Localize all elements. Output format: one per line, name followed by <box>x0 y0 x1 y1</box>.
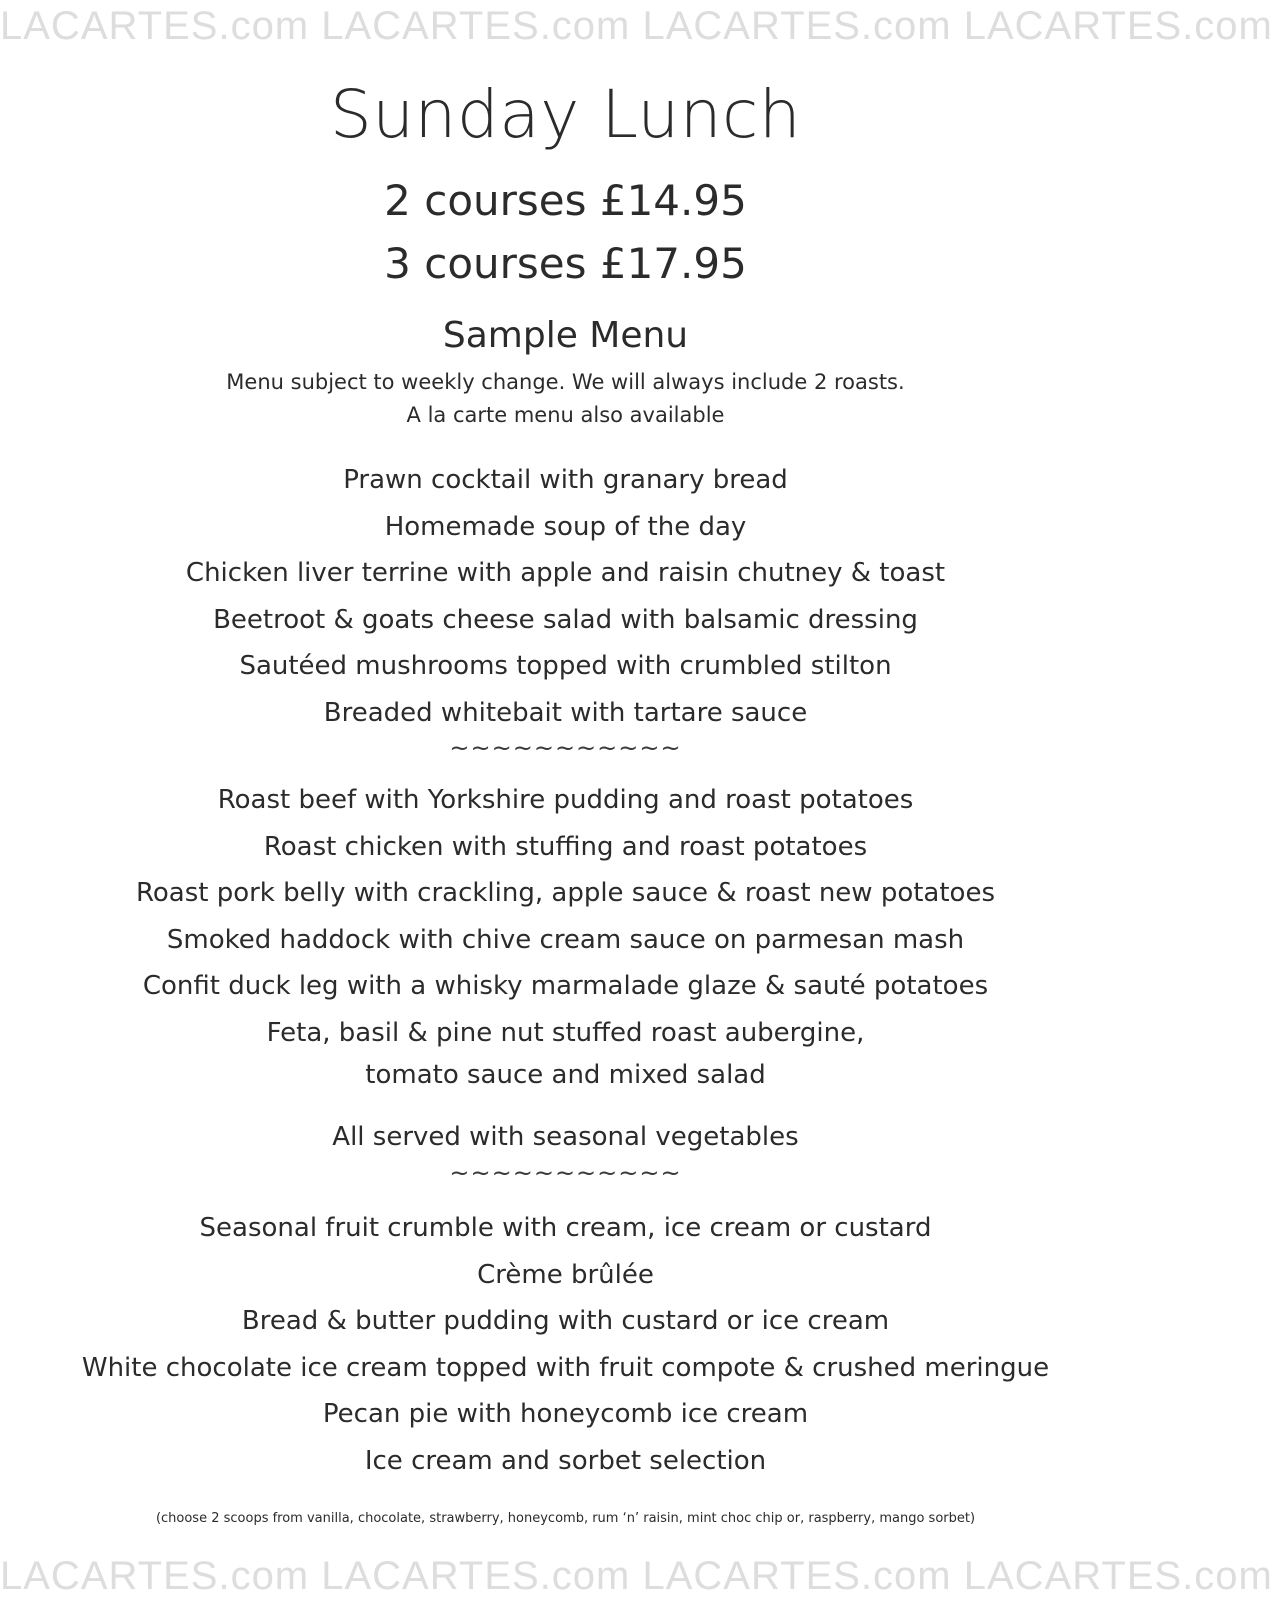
watermark-top: LACARTES.com LACARTES.com LACARTES.com LACARTES.com <box>0 4 1273 48</box>
main-item: tomato sauce and mixed salad <box>365 1060 766 1090</box>
menu-note-weekly: Menu subject to weekly change. We will always include 2 roasts. <box>226 370 905 394</box>
main-item: Smoked haddock with chive cream sauce on parmesan mash <box>166 924 965 955</box>
watermark-bottom: LACARTES.com LACARTES.com LACARTES.com LACARTES.com <box>0 1554 1273 1598</box>
price-two-courses: 2 courses £14.95 <box>384 176 747 225</box>
starter-item: Breaded whitebait with tartare sauce <box>323 697 808 728</box>
dessert-item: Pecan pie with honeycomb ice cream <box>322 1399 809 1429</box>
dessert-item: Bread & butter pudding with custard or ice cream <box>241 1306 890 1336</box>
main-item: Feta, basil & pine nut stuffed roast aubergine, <box>266 1017 865 1048</box>
dessert-item: Seasonal fruit crumble with cream, ice cream or custard <box>199 1213 932 1243</box>
starter-item: Homemade soup of the day <box>384 511 747 542</box>
main-item: Roast pork belly with crackling, apple sauce & roast new potatoes <box>135 878 996 908</box>
mains-note-section <box>0 1114 1131 1185</box>
desserts-section <box>0 1205 1131 1484</box>
desserts-note: (choose 2 scoops from vanilla, chocolate, strawberry, honeycomb, rum ‘n’ raisin, mint choc chip or, raspberry, mango sorbet) <box>155 1511 976 1526</box>
section-separator: ~~~~~~~~~~~ <box>449 1158 682 1187</box>
starter-item: Beetroot & goats cheese salad with balsamic dressing <box>213 604 918 635</box>
section-separator: ~~~~~~~~~~~ <box>449 734 682 762</box>
menu-note-a-la-carte: A la carte menu also available <box>406 403 725 427</box>
starter-item: Sautéed mushrooms topped with crumbled stilton <box>239 651 892 681</box>
mains-section <box>0 777 1131 1094</box>
main-item: Confit duck leg with a whisky marmalade glaze & sauté potatoes <box>142 971 989 1001</box>
dessert-item: Ice cream and sorbet selection <box>364 1445 767 1476</box>
main-item: Roast chicken with stuffing and roast potatoes <box>263 831 868 862</box>
starter-item: Chicken liver terrine with apple and raisin chutney & toast <box>185 558 946 588</box>
dessert-item: Crème brûlée <box>477 1259 654 1290</box>
mains-note: All served with seasonal vegetables <box>332 1122 799 1152</box>
dessert-item: White chocolate ice cream topped with fruit compote & crushed meringue <box>81 1352 1050 1383</box>
starters-section <box>0 457 1131 760</box>
starter-item: Prawn cocktail with granary bread <box>343 465 788 495</box>
main-item: Roast beef with Yorkshire pudding and roast potatoes <box>217 785 914 815</box>
price-three-courses: 3 courses £17.95 <box>384 239 747 288</box>
menu-title: Sunday Lunch <box>329 76 802 153</box>
menu-subtitle: Sample Menu <box>442 315 689 356</box>
